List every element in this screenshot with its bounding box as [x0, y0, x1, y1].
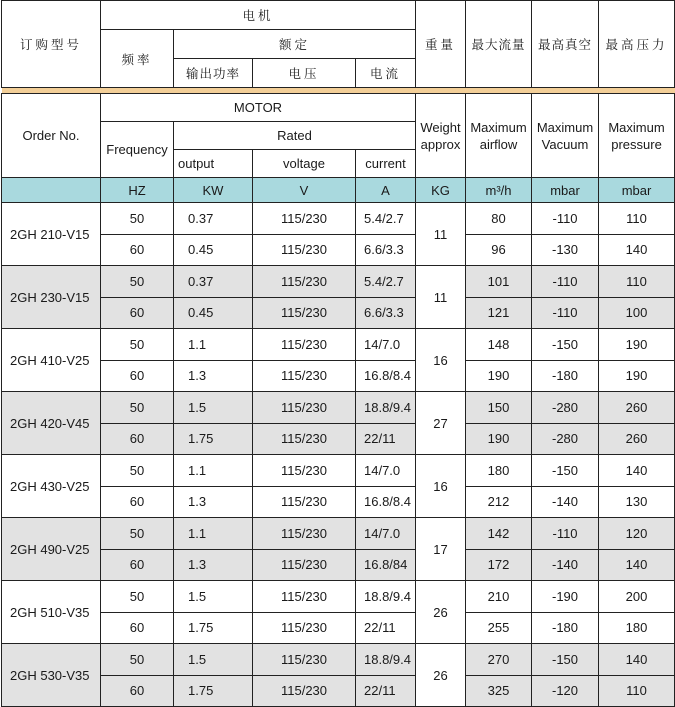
current-cell: 18.8/9.4: [356, 581, 416, 613]
table-row: [2, 455, 675, 487]
output-cell: 1.75: [174, 612, 253, 644]
vacuum-cell: -190: [532, 581, 599, 613]
output-cell: 1.3: [174, 549, 253, 581]
pressure-cell: 190: [599, 360, 675, 392]
header-cn-frequency: 频率: [101, 30, 174, 88]
airflow-cell: 210: [466, 581, 532, 613]
vacuum-cell: -280: [532, 392, 599, 424]
output-cell: 1.5: [174, 581, 253, 613]
vacuum-cell: -140: [532, 549, 599, 581]
vacuum-cell: -150: [532, 644, 599, 676]
table-row: [2, 423, 675, 455]
vacuum-cell: -130: [532, 234, 599, 266]
table-row: [2, 675, 675, 707]
pressure-cell: 140: [599, 549, 675, 581]
weight-cell: 11: [416, 266, 466, 329]
table-row: [2, 266, 675, 298]
order-no-cell: 2GH 530-V35: [2, 644, 101, 707]
output-cell: 1.1: [174, 455, 253, 487]
frequency-cell: 50: [101, 203, 174, 235]
table-row: [2, 612, 675, 644]
table-row: [2, 486, 675, 518]
table-row: [2, 392, 675, 424]
pressure-cell: 140: [599, 644, 675, 676]
pressure-cell: 140: [599, 234, 675, 266]
voltage-cell: 115/230: [253, 644, 356, 676]
output-cell: 1.5: [174, 392, 253, 424]
weight-cell: 11: [416, 203, 466, 266]
frequency-cell: 60: [101, 297, 174, 329]
airflow-cell: 121: [466, 297, 532, 329]
order-no-cell: 2GH 490-V25: [2, 518, 101, 581]
table-row: [2, 581, 675, 613]
unit-airflow: m³/h: [466, 178, 532, 203]
pressure-cell: 190: [599, 329, 675, 361]
table-row: [2, 644, 675, 676]
airflow-cell: 325: [466, 675, 532, 707]
airflow-cell: 255: [466, 612, 532, 644]
header-cn-max-pressure: 最高压力: [599, 1, 675, 88]
header-en-order-no: Order No.: [2, 94, 101, 178]
voltage-cell: 115/230: [253, 392, 356, 424]
frequency-cell: 60: [101, 549, 174, 581]
pressure-cell: 110: [599, 675, 675, 707]
vacuum-cell: -110: [532, 518, 599, 550]
header-en-max-airflow: Maximum airflow: [466, 94, 532, 178]
output-cell: 1.5: [174, 644, 253, 676]
pressure-cell: 120: [599, 518, 675, 550]
voltage-cell: 115/230: [253, 455, 356, 487]
output-cell: 0.45: [174, 234, 253, 266]
current-cell: 14/7.0: [356, 329, 416, 361]
frequency-cell: 50: [101, 329, 174, 361]
header-cn-motor: 电机: [101, 1, 416, 30]
voltage-cell: 115/230: [253, 423, 356, 455]
vacuum-cell: -140: [532, 486, 599, 518]
current-cell: 14/7.0: [356, 455, 416, 487]
vacuum-cell: -180: [532, 360, 599, 392]
voltage-cell: 115/230: [253, 675, 356, 707]
voltage-cell: 115/230: [253, 612, 356, 644]
pressure-cell: 260: [599, 423, 675, 455]
airflow-cell: 190: [466, 423, 532, 455]
unit-current: A: [356, 178, 416, 203]
voltage-cell: 115/230: [253, 581, 356, 613]
pressure-cell: 110: [599, 266, 675, 298]
frequency-cell: 60: [101, 360, 174, 392]
unit-weight: KG: [416, 178, 466, 203]
unit-voltage: V: [253, 178, 356, 203]
unit-frequency: HZ: [101, 178, 174, 203]
voltage-cell: 115/230: [253, 486, 356, 518]
frequency-cell: 50: [101, 518, 174, 550]
current-cell: 6.6/3.3: [356, 297, 416, 329]
airflow-cell: 212: [466, 486, 532, 518]
unit-pressure: mbar: [599, 178, 675, 203]
airflow-cell: 190: [466, 360, 532, 392]
frequency-cell: 50: [101, 266, 174, 298]
order-no-cell: 2GH 430-V25: [2, 455, 101, 518]
table-row: [2, 297, 675, 329]
order-no-cell: 2GH 410-V25: [2, 329, 101, 392]
units-blank: [2, 178, 101, 203]
current-cell: 22/11: [356, 612, 416, 644]
output-cell: 1.75: [174, 423, 253, 455]
output-cell: 1.75: [174, 675, 253, 707]
airflow-cell: 270: [466, 644, 532, 676]
current-cell: 22/11: [356, 423, 416, 455]
header-en-frequency: Frequency: [101, 122, 174, 178]
frequency-cell: 60: [101, 612, 174, 644]
header-en-max-vacuum: Maximum Vacuum: [532, 94, 599, 178]
vacuum-cell: -280: [532, 423, 599, 455]
header-en-voltage: voltage: [253, 150, 356, 178]
airflow-cell: 80: [466, 203, 532, 235]
voltage-cell: 115/230: [253, 266, 356, 298]
voltage-cell: 115/230: [253, 203, 356, 235]
table-row: [2, 329, 675, 361]
header-en-motor: MOTOR: [101, 94, 416, 122]
vacuum-cell: -150: [532, 329, 599, 361]
frequency-cell: 60: [101, 234, 174, 266]
table-row: [2, 549, 675, 581]
current-cell: 16.8/84: [356, 549, 416, 581]
current-cell: 14/7.0: [356, 518, 416, 550]
airflow-cell: 172: [466, 549, 532, 581]
pressure-cell: 110: [599, 203, 675, 235]
current-cell: 16.8/8.4: [356, 486, 416, 518]
frequency-cell: 50: [101, 581, 174, 613]
header-en-max-pressure: Maximum pressure: [599, 94, 675, 178]
frequency-cell: 60: [101, 675, 174, 707]
weight-cell: 26: [416, 644, 466, 707]
unit-vacuum: mbar: [532, 178, 599, 203]
pressure-cell: 200: [599, 581, 675, 613]
header-en-current: current: [356, 150, 416, 178]
current-cell: 22/11: [356, 675, 416, 707]
header-cn-rated: 额定: [174, 30, 416, 59]
weight-cell: 26: [416, 581, 466, 644]
weight-cell: 27: [416, 392, 466, 455]
pressure-cell: 130: [599, 486, 675, 518]
airflow-cell: 180: [466, 455, 532, 487]
pressure-cell: 180: [599, 612, 675, 644]
airflow-cell: 142: [466, 518, 532, 550]
voltage-cell: 115/230: [253, 329, 356, 361]
voltage-cell: 115/230: [253, 518, 356, 550]
table-row: [2, 360, 675, 392]
pressure-cell: 100: [599, 297, 675, 329]
voltage-cell: 115/230: [253, 297, 356, 329]
header-en-rated: Rated: [174, 122, 416, 150]
frequency-cell: 60: [101, 486, 174, 518]
header-cn-max-airflow: 最大流量: [466, 1, 532, 88]
header-en-output: output: [174, 150, 253, 178]
current-cell: 18.8/9.4: [356, 392, 416, 424]
frequency-cell: 50: [101, 455, 174, 487]
current-cell: 18.8/9.4: [356, 644, 416, 676]
pressure-cell: 140: [599, 455, 675, 487]
header-cn-output: 输出功率: [174, 59, 253, 88]
header-cn-order-no: 订购型号: [2, 1, 101, 88]
order-no-cell: 2GH 210-V15: [2, 203, 101, 266]
order-no-cell: 2GH 420-V45: [2, 392, 101, 455]
frequency-cell: 50: [101, 644, 174, 676]
vacuum-cell: -110: [532, 203, 599, 235]
output-cell: 1.3: [174, 486, 253, 518]
vacuum-cell: -120: [532, 675, 599, 707]
current-cell: 16.8/8.4: [356, 360, 416, 392]
output-cell: 0.45: [174, 297, 253, 329]
vacuum-cell: -150: [532, 455, 599, 487]
header-cn-max-vacuum: 最高真空: [532, 1, 599, 88]
spec-table: [1, 0, 675, 707]
airflow-cell: 96: [466, 234, 532, 266]
order-no-cell: 2GH 510-V35: [2, 581, 101, 644]
weight-cell: 16: [416, 455, 466, 518]
current-cell: 6.6/3.3: [356, 234, 416, 266]
pressure-cell: 260: [599, 392, 675, 424]
vacuum-cell: -110: [532, 297, 599, 329]
header-cn-current: 电流: [356, 59, 416, 88]
output-cell: 0.37: [174, 266, 253, 298]
vacuum-cell: -110: [532, 266, 599, 298]
voltage-cell: 115/230: [253, 360, 356, 392]
output-cell: 1.1: [174, 518, 253, 550]
header-cn-voltage: 电压: [253, 59, 356, 88]
table-row: [2, 234, 675, 266]
frequency-cell: 60: [101, 423, 174, 455]
header-cn-weight: 重量: [416, 1, 466, 88]
airflow-cell: 148: [466, 329, 532, 361]
output-cell: 0.37: [174, 203, 253, 235]
current-cell: 5.4/2.7: [356, 266, 416, 298]
table-row: [2, 518, 675, 550]
order-no-cell: 2GH 230-V15: [2, 266, 101, 329]
weight-cell: 17: [416, 518, 466, 581]
voltage-cell: 115/230: [253, 549, 356, 581]
frequency-cell: 50: [101, 392, 174, 424]
current-cell: 5.4/2.7: [356, 203, 416, 235]
unit-output: KW: [174, 178, 253, 203]
output-cell: 1.3: [174, 360, 253, 392]
output-cell: 1.1: [174, 329, 253, 361]
table-row: [2, 203, 675, 235]
weight-cell: 16: [416, 329, 466, 392]
airflow-cell: 150: [466, 392, 532, 424]
airflow-cell: 101: [466, 266, 532, 298]
voltage-cell: 115/230: [253, 234, 356, 266]
header-en-weight: Weight approx: [416, 94, 466, 178]
vacuum-cell: -180: [532, 612, 599, 644]
